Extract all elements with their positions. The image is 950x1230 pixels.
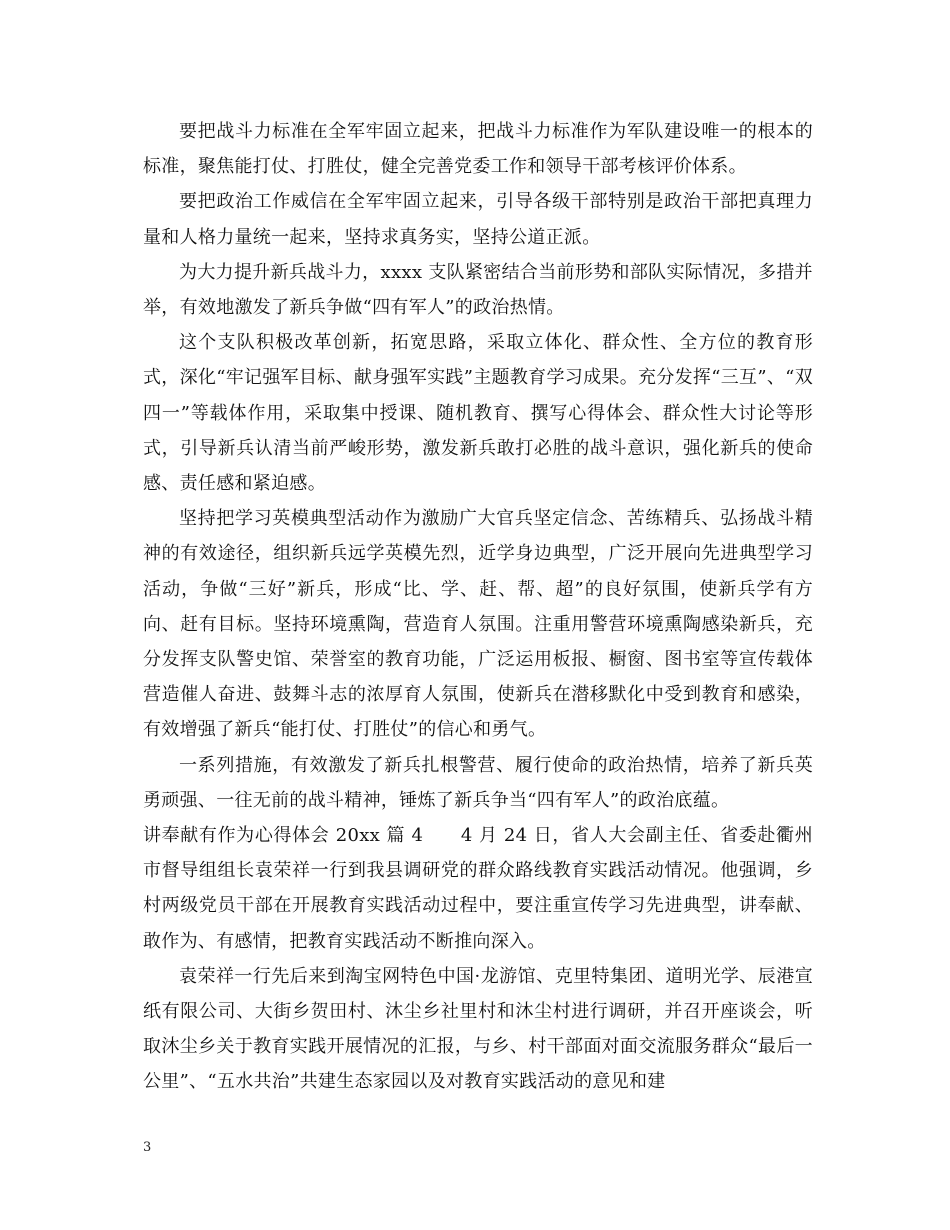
paragraph-field-visit: 袁荣祥一行先后来到淘宝网特色中国·龙游馆、克里特集团、道明光学、辰港宣纸有限公司、大街乡贺田村、沐尘乡社里村和沐尘村进行调研，并召开座谈会，听取沐尘乡关于教育实践开展情况的汇报，与乡、村干部面对面交流服务群众“最后一公里”、“五水共治”共建生态家园以及对教育实践活动的意见和建 xyxy=(143,965,813,1093)
paragraph-new-recruits: 为大力提升新兵战斗力，xxxx 支队紧密结合当前形势和部队实际情况，多措并举，有效地激发了新兵争做“四有军人”的政治热情。 xyxy=(143,261,813,319)
paragraph-role-models: 坚持把学习英模典型活动作为激励广大官兵坚定信念、苦练精兵、弘扬战斗精神的有效途径，组织新兵远学英模先烈，近学身边典型，广泛开展向先进典型学习活动，争做“三好”新兵，形成“比、学、赶、帮、超”的良好氛围，使新兵学有方向、赶有目标。坚持环境熏陶，营造育人氛围。注重用警营环境熏陶感染新兵，充分发挥支队警史馆、荣誉室的教育功能，广泛运用板报、橱窗、图书室等宣传载体营造催人奋进、鼓舞斗志的浓厚育人氛围，使新兵在潜移默化中受到教育和感染，有效增强了新兵“能打仗、打胜仗”的信心和勇气。 xyxy=(143,508,813,741)
paragraph-education-reform: 这个支队积极改革创新，拓宽思路，采取立体化、群众性、全方位的教育形式，深化“牢记强军目标、献身强军实践”主题教育学习成果。充分发挥“三互”、“双四一”等载体作用，采取集中授课、随机教育、撰写心得体会、群众性大讨论等形式，引导新兵认清当前严峻形势，激发新兵敢打必胜的战斗意识，强化新兵的使命感、责任感和紧迫感。 xyxy=(143,332,813,495)
paragraph-political-work: 要把政治工作威信在全军牢固立起来，引导各级干部特别是政治干部把真理力量和人格力量统一起来，坚持求真务实，坚持公道正派。 xyxy=(143,191,813,248)
document-body xyxy=(143,114,813,1100)
paragraph-section-four: 讲奉献有作为心得体会 20xx 篇 4 4 月 24 日，省人大会副主任、省委赴衢州市督导组组长袁荣祥一行到我县调研党的群众路线教育实践活动情况。他强调，乡村两级党员干部在开展教育实践活动过程中，要注重宣传学习先进典型，讲奉献、敢作为、有感情，把教育实践活动不断推向深入。 xyxy=(143,825,813,952)
paragraph-measures-result: 一系列措施，有效激发了新兵扎根警营、履行使命的政治热情，培养了新兵英勇顽强、一往无前的战斗精神，锤炼了新兵争当“四有军人”的政治底蕴。 xyxy=(143,754,813,811)
page-number: 3 xyxy=(143,1140,152,1155)
paragraph-combat-standard: 要把战斗力标准在全军牢固立起来，把战斗力标准作为军队建设唯一的根本的标准，聚焦能打仗、打胜仗，健全完善党委工作和领导干部考核评价体系。 xyxy=(143,121,813,178)
